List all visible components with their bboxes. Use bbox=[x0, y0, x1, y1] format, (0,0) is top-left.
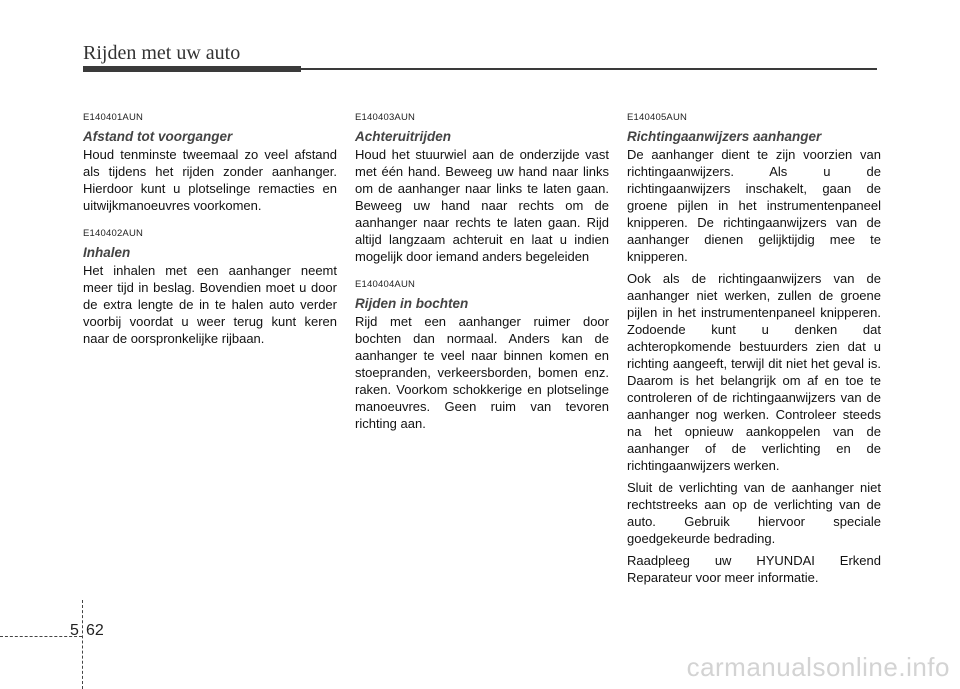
section-number: 5 bbox=[70, 622, 79, 639]
page-number: 62 bbox=[86, 622, 104, 639]
column-2 bbox=[355, 112, 609, 446]
section-code: E140405AUN bbox=[627, 112, 688, 123]
section-paragraph: Het inhalen met een aanhanger neemt meer tijd in beslag. Bovendien moet u door de extra lengte de in te halen auto verder voorbij voordat u weer terug kunt keren naar de oorspronkelijke rijbaan. bbox=[83, 263, 337, 346]
section-paragraph: Ook als de richtingaanwijzers van de aanhanger niet werken, zullen de groene pijlen in het instrumentenpaneel knipperen. Zodoende kunt u denken dat achteropkomende bestuurders zien dat u richting aangeeft, terwijl dit niet het geval is. Daarom is het belangrijk om af en toe te controleren of de richtingaanwijzers van de aanhanger nog werken. Controleer steeds na het opnieuw aankoppelen van de aanhanger of de verlichting en de richtingaanwijzers werken. bbox=[627, 271, 881, 473]
section-afstand bbox=[83, 112, 337, 214]
section-rijden-in-bochten bbox=[355, 279, 609, 432]
section-paragraph: Houd het stuurwiel aan de onderzijde vast met één hand. Beweeg uw hand naar links om de aanhanger naar links te laten gaan. Beweeg uw hand naar rechts om de aanhanger naar rechts te laten gaan. Rijd altijd langzaam achteruit en laat u indien mogelijk door iemand anders begeleiden bbox=[355, 147, 609, 264]
section-heading: Afstand tot voorganger bbox=[83, 129, 233, 144]
section-heading: Inhalen bbox=[83, 245, 131, 260]
section-inhalen bbox=[83, 228, 337, 347]
header-rule-thin bbox=[301, 68, 877, 70]
watermark: carmanualsonline.info bbox=[686, 652, 950, 682]
section-code: E140401AUN bbox=[83, 112, 144, 123]
section-richtingaanwijzers bbox=[627, 112, 881, 586]
column-1 bbox=[83, 112, 337, 361]
header-rule-thick bbox=[83, 66, 301, 72]
section-code: E140404AUN bbox=[355, 279, 416, 290]
section-paragraph: Houd tenminste tweemaal zo veel afstand als tijdens het rijden zonder aanhanger. Hierdoor kunt u plotselinge remacties en uitwijkmanoeuvres voorkomen. bbox=[83, 147, 337, 213]
section-paragraph: Rijd met een aanhanger ruimer door bochten dan normaal. Anders kan de aanhanger te veel naar binnen komen en stoepranden, verkeersborden, bomen enz. raken. Voorkom schokkerige en plotselinge manoeuvres. Geen ruim van tevoren richting aan. bbox=[355, 314, 609, 431]
section-heading: Rijden in bochten bbox=[355, 296, 469, 311]
page-header-title: Rijden met uw auto bbox=[83, 42, 241, 64]
section-code: E140402AUN bbox=[83, 228, 144, 239]
footer-vertical-rule bbox=[82, 600, 83, 689]
section-paragraph: Sluit de verlichting van de aanhanger niet rechtstreeks aan op de verlichting van de auto. Gebruik hiervoor speciale goedgekeurde bedrading. bbox=[627, 480, 881, 546]
section-paragraph: Raadpleeg uw HYUNDAI Erkend Reparateur voor meer informatie. bbox=[627, 553, 881, 585]
section-achteruitrijden bbox=[355, 112, 609, 265]
section-paragraph: De aanhanger dient te zijn voorzien van richtingaanwijzers. Als u de richtingaanwijzers inschakelt, gaan de groene pijlen in het instrumentenpaneel knipperen. De richtingaanwijzers van de aanhanger dienen gelijktijdig mee te knipperen. bbox=[627, 147, 881, 264]
section-code: E140403AUN bbox=[355, 112, 416, 123]
column-3 bbox=[627, 112, 881, 600]
section-heading: Richtingaanwijzers aanhanger bbox=[627, 129, 822, 144]
section-heading: Achteruitrijden bbox=[355, 129, 452, 144]
